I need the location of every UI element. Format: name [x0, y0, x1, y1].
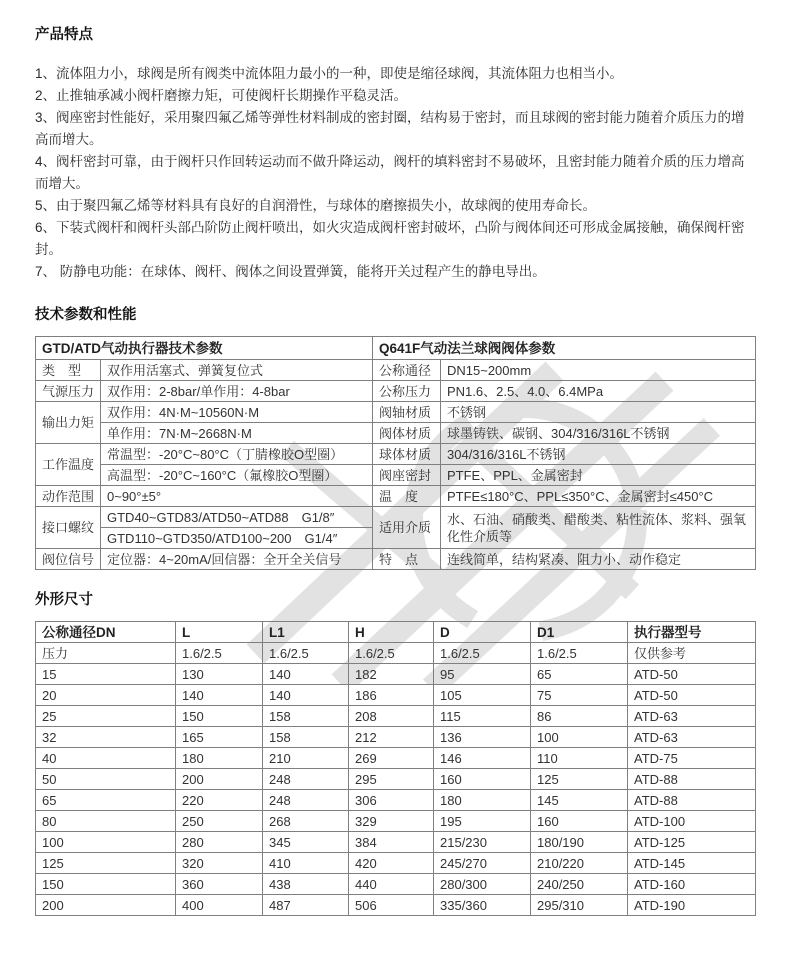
table-cell: 180 [434, 790, 531, 811]
table-row [36, 811, 756, 832]
table-cell: ATD-88 [628, 790, 756, 811]
table-row [36, 685, 756, 706]
features-list [35, 63, 755, 283]
table-cell: 110 [531, 748, 628, 769]
table-cell: 165 [176, 727, 263, 748]
table-cell: 438 [263, 874, 349, 895]
dimensions-table [35, 621, 756, 916]
table-cell: 双作用：4N·M~10560N·M [101, 402, 373, 423]
feature-item: 4、阀杆密封可靠，由于阀杆只作回转运动而不做升降运动，阀杆的填料密封不易破坏，且密封能力随着介质的压力增高而增大。 [35, 154, 745, 191]
table-cell: 温 度 [373, 486, 441, 507]
table-row [36, 706, 756, 727]
table-cell: 295/310 [531, 895, 628, 916]
table-cell: 1.6/2.5 [263, 643, 349, 664]
table-cell: 140 [263, 685, 349, 706]
table-cell: 158 [263, 727, 349, 748]
table-cell: 280/300 [434, 874, 531, 895]
table-cell: 384 [349, 832, 434, 853]
table-row [36, 769, 756, 790]
table-cell: 410 [263, 853, 349, 874]
table-cell: 定位器：4~20mA/回信器：全开全关信号 [101, 549, 373, 570]
table-cell: 压力 [36, 643, 176, 664]
feature-item: 7、 防静电功能：在球体、阀杆、阀体之间设置弹簧，能将开关过程产生的静电导出。 [35, 264, 546, 279]
table-cell: 球墨铸铁、碳钢、304/316/316L不锈钢 [441, 423, 756, 444]
table-cell: ATD-88 [628, 769, 756, 790]
table-cell: 15 [36, 664, 176, 685]
table-cell: ATD-63 [628, 706, 756, 727]
table-row [36, 643, 756, 664]
table-row [36, 748, 756, 769]
table-row [36, 486, 756, 507]
dimensions-section [35, 591, 755, 916]
table-cell: 类 型 [36, 360, 101, 381]
table-cell: ATD-63 [628, 727, 756, 748]
table-cell: 65 [531, 664, 628, 685]
table-row [36, 664, 756, 685]
table-cell: 阀座密封 [373, 465, 441, 486]
table-cell: 180 [176, 748, 263, 769]
table-cell: 140 [263, 664, 349, 685]
table-cell: Q641F气动法兰球阀阀体参数 [373, 337, 756, 360]
table-cell: 高温型：-20°C~160°C（氟橡胶O型圈） [101, 465, 373, 486]
table-cell: 25 [36, 706, 176, 727]
table-cell: 130 [176, 664, 263, 685]
feature-item: 1、流体阻力小，球阀是所有阀类中流体阻力最小的一种，即使是缩径球阀，其流体阻力也相当小。 [35, 66, 624, 81]
table-cell: 20 [36, 685, 176, 706]
table-cell: 气源压力 [36, 381, 101, 402]
table-cell: 220 [176, 790, 263, 811]
table-cell: 506 [349, 895, 434, 916]
table-cell: ATD-50 [628, 685, 756, 706]
features-heading: 产品特点 [35, 27, 93, 43]
table-cell: 75 [531, 685, 628, 706]
table-cell: 360 [176, 874, 263, 895]
table-row [36, 402, 756, 423]
table-cell: 150 [36, 874, 176, 895]
table-cell: 适用介质 [373, 507, 441, 549]
table-cell: 182 [349, 664, 434, 685]
table-row [36, 727, 756, 748]
table-cell: 295 [349, 769, 434, 790]
table-cell: 215/230 [434, 832, 531, 853]
table-cell: 32 [36, 727, 176, 748]
table-cell: 150 [176, 706, 263, 727]
table-cell: 单作用：7N·M~2668N·M [101, 423, 373, 444]
table-cell: 125 [531, 769, 628, 790]
table-cell: 195 [434, 811, 531, 832]
table-cell: GTD40~GTD83/ATD50~ATD88 G1/8″ [101, 507, 373, 528]
table-cell: 输出力矩 [36, 402, 101, 444]
table-cell: 95 [434, 664, 531, 685]
table-row [36, 507, 756, 528]
table-cell: 86 [531, 706, 628, 727]
table-row [36, 381, 756, 402]
table-cell: PTFE≤180°C、PPL≤350°C、金属密封≤450°C [441, 486, 756, 507]
table-cell: GTD110~GTD350/ATD100~200 G1/4″ [101, 528, 373, 549]
table-cell: 268 [263, 811, 349, 832]
table-cell: 接口螺纹 [36, 507, 101, 549]
table-cell: 球体材质 [373, 444, 441, 465]
table-header-cell: H [349, 622, 434, 643]
table-row [36, 360, 756, 381]
table-row [36, 853, 756, 874]
table-cell: 80 [36, 811, 176, 832]
feature-item: 6、下装式阀杆和阀杆头部凸阶防止阀杆喷出，如火灾造成阀杆密封破坏，凸阶与阀体间还可形成金属接触，确保阀杆密封。 [35, 220, 745, 257]
table-cell: 210/220 [531, 853, 628, 874]
table-cell: 0~90°±5° [101, 486, 373, 507]
table-cell: 动作范围 [36, 486, 101, 507]
table-header-cell: 执行器型号 [628, 622, 756, 643]
table-cell: 65 [36, 790, 176, 811]
table-header-cell: D [434, 622, 531, 643]
table-cell: 212 [349, 727, 434, 748]
table-cell: 100 [531, 727, 628, 748]
table-cell: 1.6/2.5 [349, 643, 434, 664]
table-cell: 320 [176, 853, 263, 874]
table-cell: 阀体材质 [373, 423, 441, 444]
table-cell: ATD-145 [628, 853, 756, 874]
table-cell: 248 [263, 769, 349, 790]
table-cell: 阀位信号 [36, 549, 101, 570]
tech-table [35, 336, 756, 570]
table-row [36, 465, 756, 486]
table-cell: 245/270 [434, 853, 531, 874]
dimensions-heading: 外形尺寸 [35, 592, 93, 608]
table-cell: GTD/ATD气动执行器技术参数 [36, 337, 373, 360]
table-cell: 304/316/316L不锈钢 [441, 444, 756, 465]
table-cell: 115 [434, 706, 531, 727]
table-row [36, 444, 756, 465]
table-row [36, 790, 756, 811]
feature-item: 3、阀座密封性能好，采用聚四氟乙烯等弹性材料制成的密封圈，结构易于密封，而且球阀的密封能力随着介质压力的增高而增大。 [35, 110, 745, 147]
feature-item: 5、由于聚四氟乙烯等材料具有良好的自润滑性，与球体的磨擦损失小，故球阀的使用寿命长。 [35, 198, 597, 213]
table-header-cell: L [176, 622, 263, 643]
table-cell: 208 [349, 706, 434, 727]
table-cell: 269 [349, 748, 434, 769]
table-cell: 160 [434, 769, 531, 790]
feature-item: 2、止推轴承减小阀杆磨擦力矩，可使阀杆长期操作平稳灵活。 [35, 88, 408, 103]
table-cell: 136 [434, 727, 531, 748]
table-cell: 335/360 [434, 895, 531, 916]
table-cell: 100 [36, 832, 176, 853]
table-cell: 200 [176, 769, 263, 790]
tech-heading: 技术参数和性能 [35, 307, 137, 323]
table-cell: 240/250 [531, 874, 628, 895]
table-cell: 420 [349, 853, 434, 874]
table-row [36, 337, 756, 360]
table-cell: 1.6/2.5 [176, 643, 263, 664]
table-cell: PN1.6、2.5、4.0、6.4MPa [441, 381, 756, 402]
table-cell: 50 [36, 769, 176, 790]
table-cell: 400 [176, 895, 263, 916]
table-cell: 345 [263, 832, 349, 853]
table-cell: 248 [263, 790, 349, 811]
table-cell: 105 [434, 685, 531, 706]
table-cell: 常温型：-20°C~80°C（丁腈橡胶O型圈） [101, 444, 373, 465]
table-cell: 阀轴材质 [373, 402, 441, 423]
table-cell: 仅供参考 [628, 643, 756, 664]
table-cell: 连线简单，结构紧凑、阻力小、动作稳定 [441, 549, 756, 570]
table-cell: ATD-100 [628, 811, 756, 832]
table-cell: 329 [349, 811, 434, 832]
tech-section [35, 306, 755, 570]
dimensions-table-body [36, 643, 756, 916]
table-cell: 180/190 [531, 832, 628, 853]
table-cell: 280 [176, 832, 263, 853]
table-cell: 200 [36, 895, 176, 916]
table-cell: 440 [349, 874, 434, 895]
table-row [36, 895, 756, 916]
table-cell: 487 [263, 895, 349, 916]
table-cell: ATD-160 [628, 874, 756, 895]
table-cell: 146 [434, 748, 531, 769]
table-cell: 特 点 [373, 549, 441, 570]
table-cell: 公称通径 [373, 360, 441, 381]
table-header-cell: 公称通径DN [36, 622, 176, 643]
table-cell: 1.6/2.5 [434, 643, 531, 664]
table-cell: ATD-50 [628, 664, 756, 685]
table-row [36, 874, 756, 895]
table-cell: DN15~200mm [441, 360, 756, 381]
table-cell: 公称压力 [373, 381, 441, 402]
table-cell: 160 [531, 811, 628, 832]
table-cell: ATD-190 [628, 895, 756, 916]
table-cell: 210 [263, 748, 349, 769]
table-row [36, 423, 756, 444]
table-row [36, 832, 756, 853]
table-cell: 1.6/2.5 [531, 643, 628, 664]
table-header-cell: D1 [531, 622, 628, 643]
table-cell: 158 [263, 706, 349, 727]
table-row [36, 549, 756, 570]
table-cell: 40 [36, 748, 176, 769]
table-cell: ATD-125 [628, 832, 756, 853]
table-cell: 250 [176, 811, 263, 832]
table-cell: 工作温度 [36, 444, 101, 486]
table-cell: 125 [36, 853, 176, 874]
table-cell: 双作用活塞式、弹簧复位式 [101, 360, 373, 381]
table-cell: 不锈钢 [441, 402, 756, 423]
table-cell: PTFE、PPL、金属密封 [441, 465, 756, 486]
table-cell: 306 [349, 790, 434, 811]
table-header-row [36, 622, 756, 643]
table-cell: 双作用：2-8bar/单作用：4-8bar [101, 381, 373, 402]
table-header-cell: L1 [263, 622, 349, 643]
table-cell: ATD-75 [628, 748, 756, 769]
table-cell: 140 [176, 685, 263, 706]
table-cell: 145 [531, 790, 628, 811]
table-cell: 186 [349, 685, 434, 706]
table-cell: 水、石油、硝酸类、醋酸类、粘性流体、浆料、强氧化性介质等 [441, 507, 756, 549]
